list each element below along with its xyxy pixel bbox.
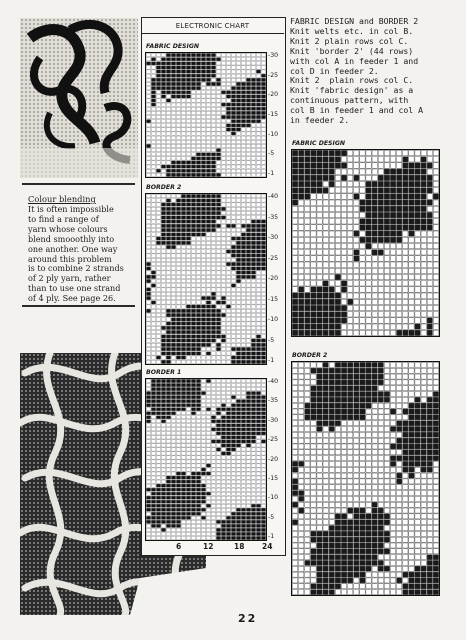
row-tick-20: -20 [268,275,279,282]
row-tick-35: -35 [268,213,279,221]
row-tick-20: -20 [268,455,279,463]
row-tick-25: -25 [268,71,279,79]
row-tick-15: -15 [268,111,279,118]
sidebar-rule-bottom [22,305,135,307]
knitted-swatch-photo-top [20,18,138,178]
punchcard-grid-fabric-design [291,149,440,337]
punchcard-grid-border-2 [291,361,440,596]
chart-grid-border-2 [145,193,267,365]
row-tick-30: -30 [268,52,279,59]
sidebar-title: Colour blending [28,194,96,204]
row-tick-1: -1 [268,357,275,364]
chart-title-rule [141,33,284,34]
row-tick-35: -35 [268,397,279,405]
column-tick-18: 18 [234,542,245,551]
page-number: 22 [238,612,258,625]
row-tick-30: -30 [268,234,279,241]
row-tick-20: -20 [268,91,279,99]
section-label-border-2: BORDER 2 [146,184,182,191]
row-ticks-fabric-design [268,52,284,178]
row-tick-5: -5 [268,513,275,521]
row-tick-15: -15 [268,295,279,303]
row-tick-10: -10 [268,316,279,323]
row-tick-10: -10 [268,130,279,138]
row-tick-15: -15 [268,474,279,482]
right-label-fabric-design: FABRIC DESIGN [292,140,346,147]
row-tick-5: -5 [268,336,275,344]
section-label-fabric-design: FABRIC DESIGN [146,43,200,50]
row-tick-5: -5 [268,150,275,158]
chart-grid-fabric-design [145,52,267,178]
column-tick-12: 12 [203,542,214,551]
sidebar-rule-top [22,183,135,185]
row-tick-40: -40 [268,193,279,200]
column-tick-24: 24 [262,542,273,551]
knitting-instructions: FABRIC DESIGN and BORDER 2 Knit welts etc. in col B. Knit 2 plain rows col C. Knit 'border 2' (44 rows) with col A in feeder 1 and col D in feeder 2. Knit 2 plain rows col C. Knit 'fabric design' as a continuous pattern, with col B in feeder 1 and col A in feeder 2. [290,16,424,126]
section-label-border-1: BORDER 1 [146,369,182,376]
row-tick-1: -1 [268,533,275,540]
column-tick-6: 6 [176,542,182,551]
sidebar-text: It is often impossible to find a range of yarn whose colours blend smooothly into one another. One way around this problem is to combine 2 strands of 2 ply yarn, rather than to use one strand of 4 ply. See page 26. [28,204,124,304]
row-ticks-border-1 [268,378,284,541]
row-tick-1: -1 [268,170,275,177]
row-tick-10: -10 [268,494,279,502]
row-tick-30: -30 [268,416,279,424]
row-ticks-border-2 [268,193,284,365]
row-tick-40: -40 [268,378,279,385]
row-tick-25: -25 [268,436,279,444]
row-tick-25: -25 [268,254,279,262]
right-label-border-2: BORDER 2 [292,352,328,359]
chart-title: ELECTRONIC CHART [175,22,250,30]
chart-grid-border-1 [145,378,267,541]
